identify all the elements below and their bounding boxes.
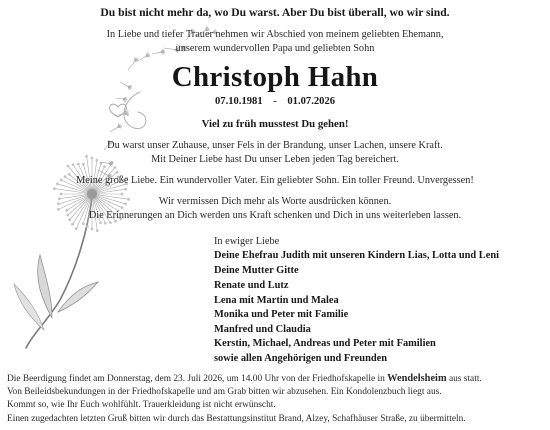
poem-line: Meine große Liebe. Ein wundervoller Vater. Ein geliebter Sohn. Ein toller Freund. Unvergessen! bbox=[76, 175, 474, 186]
intro-line-2: unserem wundervollen Papa und geliebten Sohn bbox=[175, 43, 375, 54]
death-date: 01.07.2026 bbox=[287, 96, 336, 107]
mourner-entry: Monika und Peter mit Familie bbox=[214, 309, 349, 320]
mourner-entry: Manfred und Claudia bbox=[214, 324, 311, 335]
date-separator: - bbox=[273, 96, 277, 107]
mourner-entry: Deine Mutter Gitte bbox=[214, 265, 299, 276]
mourner-entry: Kerstin, Michael, Andreas und Peter mit Familien bbox=[214, 338, 436, 349]
mourners-heading: In ewiger Liebe bbox=[214, 236, 280, 247]
mourner-entry: Renate und Lutz bbox=[214, 280, 289, 291]
condolence-info: Von Beileidsbekundungen in der Friedhofskapelle und am Grab bitten wir abzusehen. Ein Kondolenzbuch liegt aus. bbox=[7, 387, 442, 397]
life-dates bbox=[0, 96, 550, 107]
poem-line: Du warst unser Zuhause, unser Fels in der Brandung, unser Lachen, unsere Kraft. bbox=[107, 140, 443, 151]
funeral-info bbox=[7, 373, 482, 384]
motto: Du bist nicht mehr da, wo Du warst. Aber Du bist überall, wo wir sind. bbox=[100, 6, 450, 19]
tagline: Viel zu früh musstest Du gehen! bbox=[201, 118, 349, 130]
deceased-name: Christoph Hahn bbox=[171, 61, 379, 93]
undertaker-info: Einen zugedachten letzten Gruß bitten wir durch das Bestattungsinstitut Brand, Alzey, Schafhäuser Straße, zu übermitteln. bbox=[7, 414, 466, 424]
mourner-entry: Deine Ehefrau Judith mit unseren Kindern Lias, Lotta und Leni bbox=[214, 250, 500, 261]
mourner-entry: Lena mit Martin und Malea bbox=[214, 295, 339, 306]
funeral-place: Wendelsheim bbox=[387, 373, 447, 384]
poem-line: Wir vermissen Dich mehr als Worte ausdrücken können. bbox=[158, 196, 392, 207]
funeral-info-end: aus statt. bbox=[446, 374, 482, 384]
intro-line-1: In Liebe und tiefer Trauer nehmen wir Abschied von meinem geliebten Ehemann, bbox=[106, 29, 444, 40]
birth-date: 07.10.1981 bbox=[214, 96, 263, 107]
dress-code-info: Kommt so, wie Ihr Euch wohlfühlt. Trauerkleidung ist nicht erwünscht. bbox=[7, 400, 276, 410]
poem-line: Die Erinnerungen an Dich werden uns Kraft schenken und Dich in uns weiterleben lassen. bbox=[88, 210, 462, 221]
mourner-entry: sowie allen Angehörigen und Freunden bbox=[214, 353, 388, 364]
funeral-info-text: Die Beerdigung findet am Donnerstag, dem 23. Juli 2026, um 14.00 Uhr von der Friedhofskapelle in bbox=[7, 374, 388, 384]
poem-line: Mit Deiner Liebe hast Du unser Leben jeden Tag bereichert. bbox=[151, 154, 399, 165]
